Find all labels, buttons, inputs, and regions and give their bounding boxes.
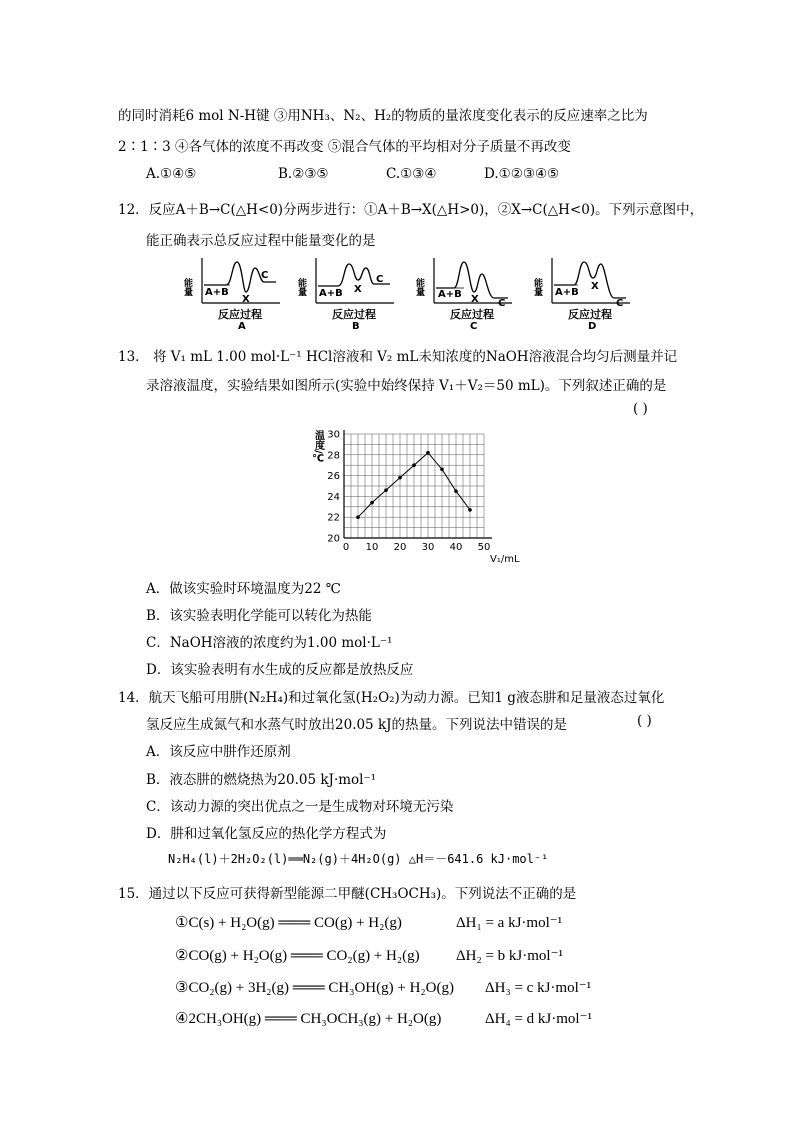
label-c: C bbox=[376, 274, 384, 285]
q11-option-a[interactable]: A.①④⑤ bbox=[146, 166, 197, 182]
diagram-xlabel: 反应过程 bbox=[218, 308, 262, 321]
q12-stem-line1: 12．反应A＋B→C(△H<0)分两步进行：①A＋B→X(△H>0)，②X→C(△H<0)。下列示意图中， bbox=[118, 202, 704, 218]
label-c: C bbox=[616, 298, 624, 309]
reaction-1: ①C(s) + H₂O(g) ═══ CO(g) + H₂(g) bbox=[175, 915, 402, 931]
data-point bbox=[440, 468, 444, 472]
label-x: X bbox=[354, 284, 362, 295]
q11-option-d[interactable]: D.①②③④⑤ bbox=[484, 166, 560, 182]
q11-continuation-line1: 的同时消耗6 mol N-H键 ③用NH₃、N₂、H₂的物质的量浓度变化表示的反应速率之比为 bbox=[118, 108, 648, 124]
q13-stem-line2: 录溶液温度，实验结果如图所示(实验中始终保持 V₁＋V₂＝50 mL)。下列叙述正确的是 bbox=[146, 378, 667, 394]
q14-option-a[interactable]: A．该反应中肼作还原剂 bbox=[146, 744, 291, 760]
q11-continuation-line2: 2∶1∶3 ④各气体的浓度不再改变 ⑤混合气体的平均相对分子质量不再改变 bbox=[118, 139, 571, 155]
diagram-xlabel: 反应过程 bbox=[332, 308, 376, 321]
q13-answer-paren[interactable]: ( ) bbox=[633, 401, 648, 417]
q15-stem: 15．通过以下反应可获得新型能源二甲醚(CH₃OCH₃)。下列说法不正确的是 bbox=[118, 886, 577, 902]
label-ab: A+B bbox=[438, 289, 462, 300]
diagram-ylabel: 能量 bbox=[532, 278, 542, 296]
q11-option-b[interactable]: B.②③⑤ bbox=[278, 166, 329, 182]
y-tick-label: 28 bbox=[327, 450, 340, 462]
label-c: C bbox=[498, 298, 506, 309]
y-tick-label: 30 bbox=[327, 429, 340, 441]
x-tick-label-origin: 0 bbox=[342, 542, 350, 553]
q13-option-b[interactable]: B．该实验表明化学能可以转化为热能 bbox=[146, 608, 372, 624]
y-tick-label: 24 bbox=[327, 491, 340, 503]
diagram-xlabel: 反应过程 bbox=[450, 308, 494, 321]
temperature-chart bbox=[302, 420, 518, 570]
diagram-letter-d: D bbox=[588, 321, 597, 332]
diagram-letter-c: C bbox=[470, 321, 478, 332]
reaction-4: ④2CH₃OH(g) ═══ CH₃OCH₃(g) + H₂O(g) bbox=[175, 1011, 442, 1027]
q11-options bbox=[146, 166, 559, 182]
q13-option-c[interactable]: C．NaOH溶液的浓度约为1.00 mol·L⁻¹ bbox=[146, 635, 393, 651]
data-point bbox=[426, 451, 430, 455]
q13-option-a[interactable]: A．做该实验时环境温度为22 ℃ bbox=[146, 581, 341, 597]
chart-grid bbox=[344, 434, 484, 538]
energy-diagram-d[interactable] bbox=[534, 256, 634, 334]
q14-option-d[interactable]: D．肼和过氧化氢反应的热化学方程式为 bbox=[146, 826, 387, 842]
y-tick-label: 20 bbox=[327, 533, 340, 545]
reaction-3-dh: ΔH₃ = c kJ·mol⁻¹ bbox=[485, 980, 592, 996]
label-x: X bbox=[242, 294, 250, 305]
chart-xlabel: V₁/mL bbox=[490, 554, 520, 565]
chart-ticks bbox=[327, 430, 490, 554]
q12-stem-line2: 能正确表示总反应过程中能量变化的是 bbox=[146, 233, 376, 249]
q14-answer-paren[interactable]: ( ) bbox=[637, 713, 652, 729]
q14-stem-line2: 氢反应生成氮气和水蒸气时放出20.05 kJ的热量。下列说法中错误的是 bbox=[146, 717, 568, 733]
diagram-letter-a: A bbox=[238, 321, 246, 332]
data-point bbox=[412, 463, 416, 467]
energy-diagram-b[interactable] bbox=[298, 256, 398, 334]
x-tick-label: 10 bbox=[365, 542, 379, 553]
data-point bbox=[356, 515, 360, 519]
reaction-1-dh: ΔH₁ = a kJ·mol⁻¹ bbox=[456, 915, 563, 931]
label-x: X bbox=[471, 294, 479, 305]
energy-diagram-a[interactable] bbox=[184, 256, 284, 334]
reaction-3: ③CO₂(g) + 3H₂(g) ═══ CH₃OH(g) + H₂O(g) bbox=[175, 980, 454, 996]
x-tick-label: 40 bbox=[449, 542, 463, 553]
data-point bbox=[384, 488, 388, 492]
q13-stem-line1: 13． 将 V₁ mL 1.00 mol·L⁻¹ HCl溶液和 V₂ mL未知浓度的NaOH溶液混合均匀后测量并记 bbox=[118, 349, 678, 365]
label-ab: A+B bbox=[555, 287, 579, 298]
chart-ylabel: 温度/℃ bbox=[312, 430, 324, 465]
q13-option-d[interactable]: D．该实验表明有水生成的反应都是放热反应 bbox=[146, 662, 414, 678]
data-point bbox=[468, 508, 472, 512]
q14-thermochemical-equation: N₂H₄(l)＋2H₂O₂(l)══N₂(g)＋4H₂O(g) △H＝－641.6 kJ·mol⁻¹ bbox=[168, 852, 549, 866]
x-tick-label: 50 bbox=[477, 542, 491, 553]
x-tick-label: 20 bbox=[393, 542, 407, 553]
diagram-ylabel: 能量 bbox=[296, 278, 306, 296]
data-point bbox=[370, 501, 374, 505]
q14-option-b[interactable]: B．液态肼的燃烧热为20.05 kJ·mol⁻¹ bbox=[146, 772, 377, 788]
label-ab: A+B bbox=[319, 288, 343, 299]
energy-diagram-c[interactable] bbox=[416, 256, 516, 334]
label-x: X bbox=[591, 281, 599, 292]
q14-stem-line1: 14．航天飞船可用肼(N₂H₄)和过氧化氢(H₂O₂)为动力源。已知1 g液态肼和足量液态过氧化 bbox=[118, 690, 665, 706]
diagram-ylabel: 能量 bbox=[182, 278, 192, 296]
diagram-ylabel: 能量 bbox=[414, 278, 424, 296]
y-tick-label: 26 bbox=[327, 471, 340, 483]
reaction-2-dh: ΔH₂ = b kJ·mol⁻¹ bbox=[456, 948, 563, 964]
diagram-xlabel: 反应过程 bbox=[568, 308, 612, 321]
q11-option-c[interactable]: C.①③④ bbox=[386, 166, 437, 182]
q14-option-c[interactable]: C．该动力源的突出优点之一是生成物对环境无污染 bbox=[146, 799, 454, 815]
reaction-4-dh: ΔH₄ = d kJ·mol⁻¹ bbox=[485, 1011, 592, 1027]
y-tick-label: 22 bbox=[327, 512, 340, 524]
data-point bbox=[398, 476, 402, 480]
label-c: C bbox=[261, 270, 269, 281]
diagram-letter-b: B bbox=[352, 321, 360, 332]
data-point bbox=[454, 489, 458, 493]
reaction-2: ②CO(g) + H₂O(g) ═══ CO₂(g) + H₂(g) bbox=[175, 948, 420, 964]
x-tick-label: 30 bbox=[421, 542, 435, 553]
label-ab: A+B bbox=[205, 287, 229, 298]
